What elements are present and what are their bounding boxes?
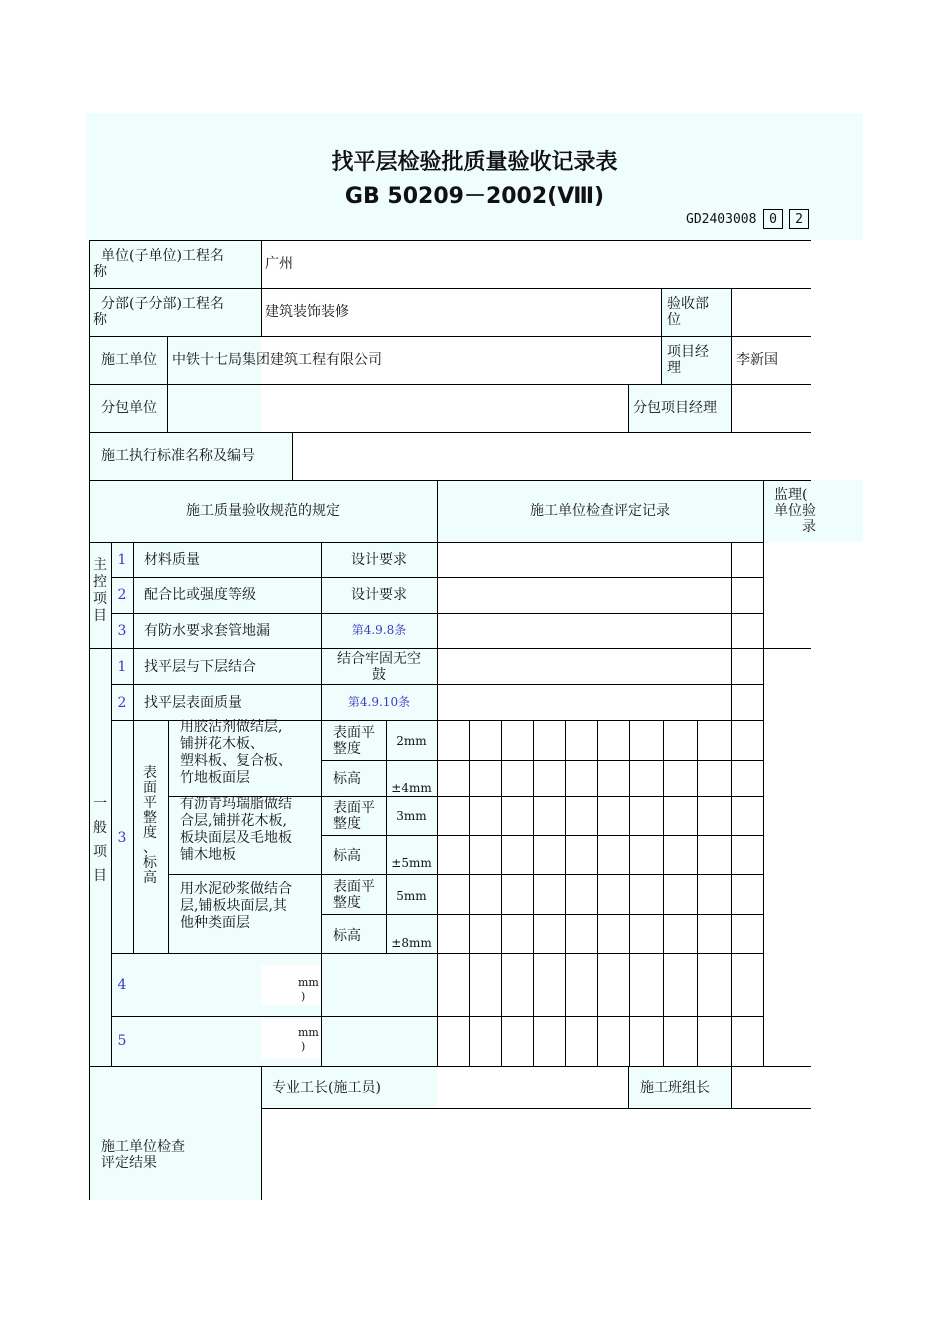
foreman-label: 专业工长(施工员) (272, 1080, 381, 1096)
contractor-value: 中铁十七局集团建筑工程有限公司 (172, 352, 382, 368)
mc-row3-item: 有防水要求套管地漏 (144, 623, 270, 639)
result-label-2: 评定结果 (101, 1155, 157, 1171)
group1-elev-label: 标高 (333, 771, 361, 787)
group3-desc: 用水泥砂浆做结合 层,铺板块面层,其 他种类面层 (180, 881, 292, 931)
g-row5-unit: mm ) (298, 1026, 319, 1053)
g-row4-no: 4 (117, 977, 127, 993)
g-row2-no: 2 (117, 695, 127, 711)
g-row2-item: 找平层表面质量 (144, 695, 242, 711)
group1-flat-label-2: 整度 (333, 741, 361, 757)
flatness-elevation-label: 表 面 平 整 度 、 标 高 (143, 765, 157, 886)
mc-row2-no: 2 (117, 587, 127, 603)
mc-row3-req: 第4.9.8条 (351, 623, 407, 637)
standard-label: 施工执行标准名称及编号 (101, 448, 255, 464)
mc-row3-no: 3 (117, 623, 127, 639)
group3-flat-value: 5mm (396, 889, 427, 903)
g-row2-req: 第4.9.10条 (347, 695, 411, 709)
group2-elev-label: 标高 (333, 848, 361, 864)
g-row5-no: 5 (117, 1033, 127, 1049)
g-row3-no: 3 (117, 830, 127, 846)
pm-label: 项目经 (667, 344, 709, 360)
general-label: 一 般 项 目 (93, 796, 107, 884)
group3-elev-value: ±8mm (391, 936, 432, 950)
group1-flat-label: 表面平 (333, 725, 375, 741)
page-subtitle: GB 50209－2002(Ⅷ) (344, 184, 605, 209)
page-title: 找平层检验批质量验收记录表 (331, 150, 618, 175)
sub-project-label: 分部(子分部)工程名 (101, 296, 224, 312)
accept-part-label-2: 位 (667, 312, 681, 328)
g-row1-no: 1 (117, 659, 127, 675)
pm-label-2: 理 (667, 360, 681, 376)
mc-row1-req: 设计要求 (351, 552, 407, 568)
sub-project-value: 建筑装饰装修 (265, 304, 349, 320)
code-box-2: 2 (789, 209, 809, 229)
mc-row1-no: 1 (117, 552, 127, 568)
group2-desc: 有沥青玛瑞脂做结 合层,铺拼花木板, 板块面层及毛地板 铺木地板 (180, 796, 292, 863)
group2-flat-label: 表面平 (333, 800, 375, 816)
mc-row1-item: 材料质量 (144, 552, 200, 568)
supervision-header-3: 录 (802, 519, 816, 535)
supervision-header: 监理( (774, 487, 808, 503)
group1-flat-value: 2mm (396, 734, 427, 748)
team-leader-label: 施工班组长 (640, 1080, 710, 1096)
unit-project-label: 单位(子单位)工程名 (101, 248, 224, 264)
group3-flat-label: 表面平 (333, 879, 375, 895)
form-code: GD2403008 (686, 212, 757, 227)
result-bg (89, 1066, 261, 1200)
supervision-header-2: 单位验 (774, 503, 816, 519)
spec-header: 施工质量验收规范的规定 (186, 503, 340, 519)
mc-row2-req: 设计要求 (351, 587, 407, 603)
group3-flat-label-2: 整度 (333, 895, 361, 911)
mc-row2-item: 配合比或强度等级 (144, 587, 256, 603)
group2-elev-value: ±5mm (391, 856, 432, 870)
g-row1-item: 找平层与下层结合 (144, 659, 256, 675)
group2-flat-label-2: 整度 (333, 816, 361, 832)
contractor-label: 施工单位 (101, 352, 157, 368)
g-row4-unit: mm ) (298, 976, 319, 1003)
group3-elev-label: 标高 (333, 928, 361, 944)
sub-pm-label: 分包项目经理 (633, 400, 717, 416)
pm-value: 李新国 (736, 352, 778, 368)
sub-project-label-2: 称 (93, 312, 107, 328)
unit-project-value: 广州 (265, 256, 293, 272)
unit-project-label-2: 称 (93, 264, 107, 280)
code-box-1: 0 (763, 209, 783, 229)
group2-flat-value: 3mm (396, 809, 427, 823)
subcontractor-label: 分包单位 (101, 400, 157, 416)
accept-part-label: 验收部 (667, 296, 709, 312)
g-row1-req-2: 鼓 (372, 667, 386, 683)
main-control-label: 主 控 项 目 (93, 557, 107, 624)
g-row1-req: 结合牢固无空 (337, 651, 421, 667)
result-label: 施工单位检查 (101, 1139, 185, 1155)
record-header: 施工单位检查评定记录 (530, 503, 670, 519)
group1-elev-value: ±4mm (391, 781, 432, 795)
group1-desc: 用胶沾剂做结层, 铺拼花木板、 塑料板、复合板、 竹地板面层 (180, 719, 292, 786)
